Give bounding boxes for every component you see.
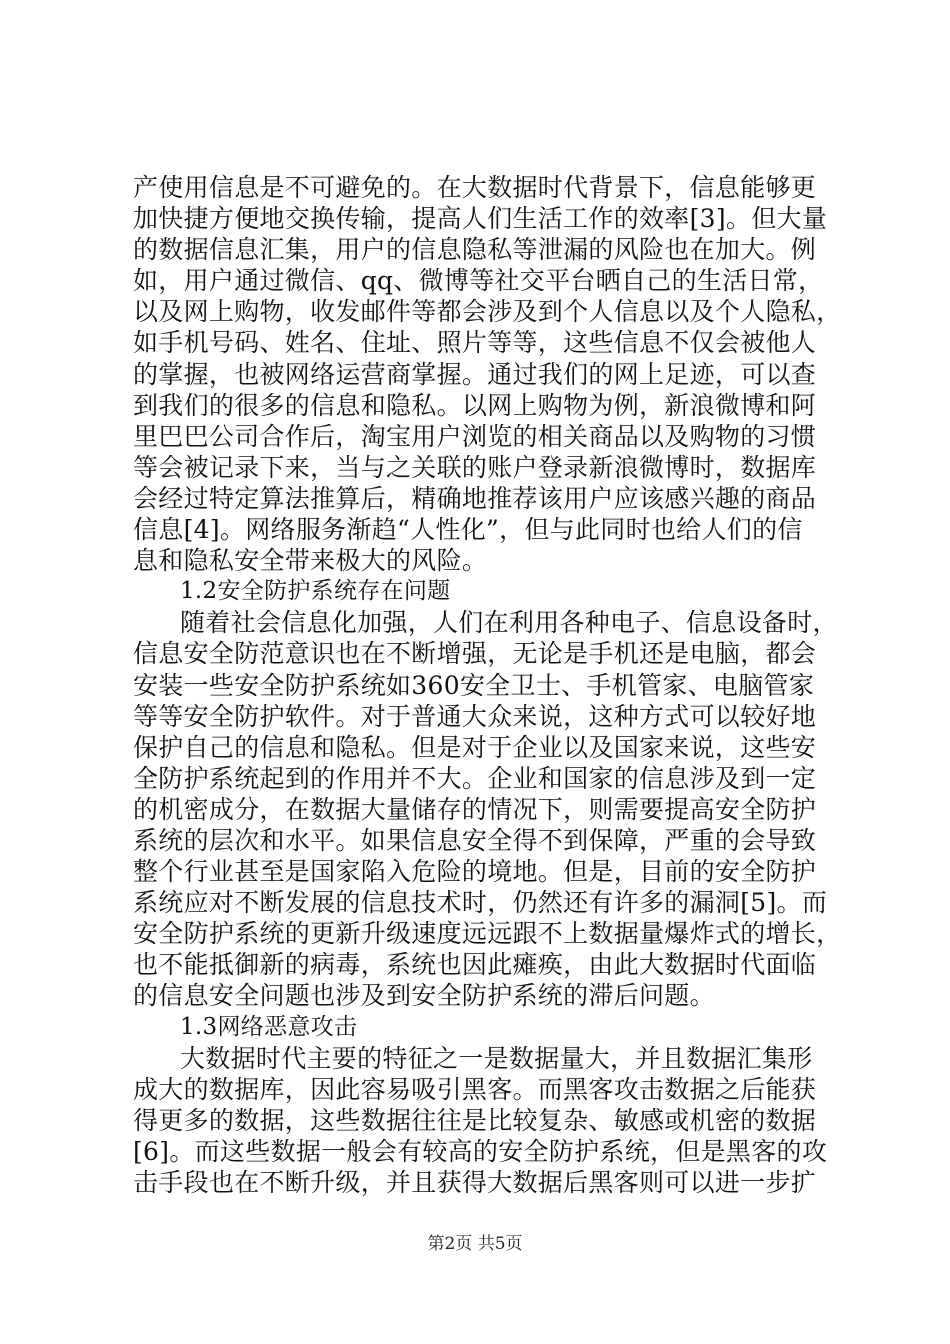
document-body	[133, 172, 842, 1198]
text-line: 也不能抵御新的病毒，系统也因此瘫痪，由此大数据时代面临	[133, 950, 817, 980]
text-line: 等会被记录下来，当与之关联的账户登录新浪微博时，数据库	[133, 452, 817, 482]
text-line: 成大的数据库，因此容易吸引黑客。而黑客攻击数据之后能获	[133, 1074, 817, 1104]
text-line: 整个行业甚至是国家陷入危险的境地。但是，目前的安全防护	[133, 857, 817, 887]
text-line: 的数据信息汇集，用户的信息隐私等泄漏的风险也在加大。例	[133, 235, 817, 265]
text-line: 随着社会信息化加强，人们在利用各种电子、信息设备时，	[180, 608, 838, 638]
text-line: 全防护系统起到的作用并不大。企业和国家的信息涉及到一定	[133, 763, 817, 793]
text-line: 息和隐私安全带来极大的风险。	[133, 546, 488, 576]
text-line: 的掌握，也被网络运营商掌握。通过我们的网上足迹，可以查	[133, 359, 817, 389]
text-line: 里巴巴公司合作后，淘宝用户浏览的相关商品以及购物的习惯	[133, 421, 817, 451]
text-line: 得更多的数据，这些数据往往是比较复杂、敏感或机密的数据	[133, 1105, 817, 1135]
text-line: 的信息安全问题也涉及到安全防护系统的滞后问题。	[133, 981, 715, 1011]
paragraph-malicious-attacks	[133, 1043, 828, 1198]
text-line: 安装一些安全防护系统如360安全卫士、手机管家、电脑管家	[133, 670, 815, 700]
paragraph-personal-privacy	[133, 172, 842, 576]
section-heading: 1.3网络恶意攻击	[180, 1013, 358, 1040]
text-line: [6]。而这些数据一般会有较高的安全防护系统，但是黑客的攻	[133, 1136, 828, 1166]
text-line: 的机密成分，在数据大量储存的情况下，则需要提高安全防护	[133, 794, 817, 824]
section-heading: 1.2安全防护系统存在问题	[180, 578, 451, 605]
text-line: 等等安全防护软件。对于普通大众来说，这种方式可以较好地	[133, 701, 817, 731]
text-line: 到我们的很多的信息和隐私。以网上购物为例，新浪微博和阿	[133, 390, 817, 420]
text-line: 安全防护系统的更新升级速度远远跟不上数据量爆炸式的增长，	[133, 919, 842, 949]
text-line: 击手段也在不断升级，并且获得大数据后黑客则可以进一步扩	[133, 1168, 817, 1197]
text-line: 系统的层次和水平。如果信息安全得不到保障，严重的会导致	[133, 825, 817, 855]
page-number-footer: 第2页 共5页	[427, 1234, 523, 1254]
text-line: 会经过特定算法推算后，精确地推荐该用户应该感兴趣的商品	[133, 483, 817, 513]
text-line: 信息[4]。网络服务渐趋“人性化”，但与此同时也给人们的信	[133, 515, 803, 545]
text-line: 保护自己的信息和隐私。但是对于企业以及国家来说，这些安	[133, 732, 817, 762]
text-line: 信息安全防范意识也在不断增强，无论是手机还是电脑，都会	[133, 639, 817, 669]
text-line: 以及网上购物，收发邮件等都会涉及到个人信息以及个人隐私，	[133, 297, 842, 327]
text-line: 如手机号码、姓名、住址、照片等等，这些信息不仅会被他人	[133, 328, 817, 358]
text-line: 大数据时代主要的特征之一是数据量大，并且数据汇集形	[180, 1043, 813, 1073]
text-line: 加快捷方便地交换传输，提高人们生活工作的效率[3]。但大量	[133, 204, 828, 234]
text-line: 如，用户通过微信、qq、微博等社交平台晒自己的生活日常，	[133, 266, 824, 296]
paragraph-security-systems	[133, 607, 842, 1011]
text-line: 系统应对不断发展的信息技术时，仍然还有许多的漏洞[5]。而	[133, 888, 828, 918]
text-line: 产使用信息是不可避免的。在大数据时代背景下，信息能够更	[133, 173, 817, 202]
